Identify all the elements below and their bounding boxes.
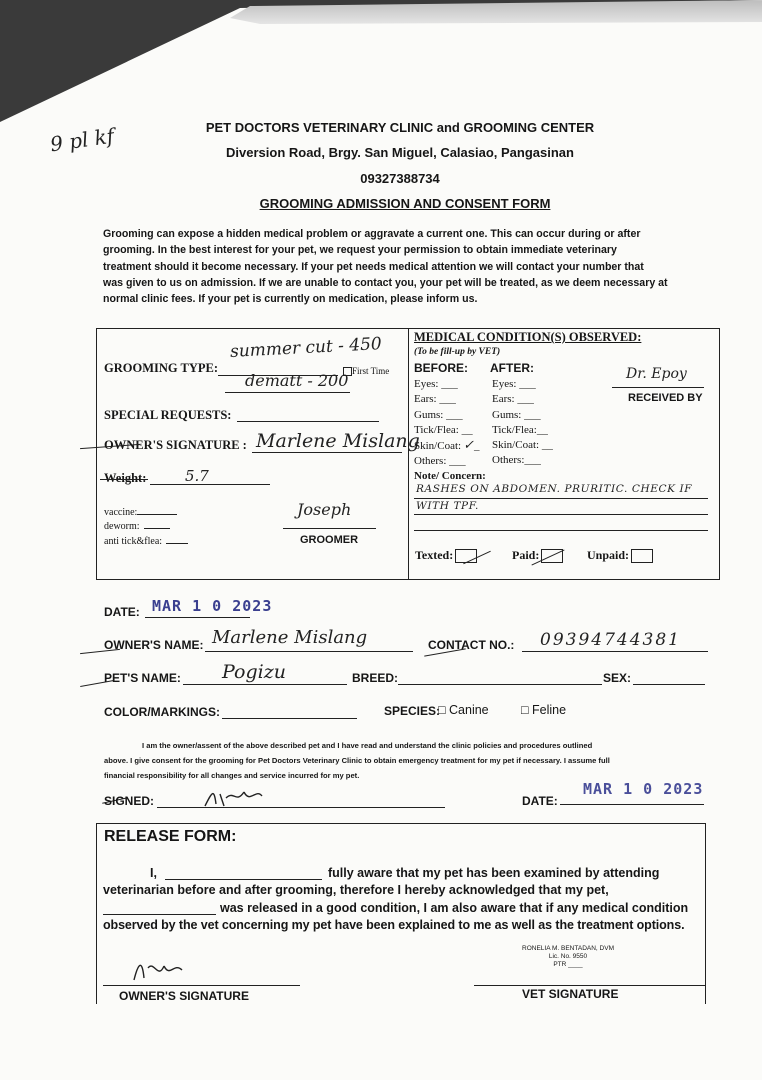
contact-value[interactable]: 09394744381: [540, 630, 681, 650]
weight-label: Weight:: [104, 471, 147, 485]
antitick-text: anti tick&flea:: [104, 536, 163, 547]
before-eyes[interactable]: Eyes: ___: [414, 378, 458, 390]
species-label: SPECIES:: [384, 704, 441, 718]
grooming-type-value-2[interactable]: dematt - 200: [245, 371, 349, 390]
release-line-1b: fully aware that my pet has been examined by attending: [328, 866, 660, 880]
condition-label: Gums:: [414, 408, 444, 421]
vet-stamp: [522, 945, 614, 969]
release-vet-sig-field[interactable]: [474, 985, 706, 986]
color-label: COLOR/MARKINGS:: [104, 705, 220, 719]
after-skincoat[interactable]: Skin/Coat: __: [492, 439, 553, 452]
groomer-label: GROOMER: [300, 534, 359, 546]
release-owner-sig-field[interactable]: [103, 985, 300, 986]
after-eyes[interactable]: Eyes: ___: [492, 378, 536, 390]
after-gums[interactable]: Gums: ___: [492, 408, 541, 421]
release-owner-sig-label: OWNER'S SIGNATURE: [119, 989, 249, 1003]
note-label: Note/ Concern:: [414, 470, 486, 482]
sex-field[interactable]: [633, 684, 705, 685]
breed-field[interactable]: [398, 684, 602, 685]
consent-paragraph: [104, 738, 714, 783]
groomer-value[interactable]: Joseph: [297, 500, 352, 519]
condition-label: Eyes:: [414, 378, 439, 390]
after-label: AFTER:: [490, 361, 534, 375]
after-ears[interactable]: Ears: ___: [492, 393, 534, 406]
release-line-1a: I,: [150, 866, 157, 880]
before-skincoat[interactable]: Skin/Coat: ✓_: [414, 438, 480, 454]
grooming-type-label: GROOMING TYPE:: [104, 361, 219, 375]
after-conditions: [492, 377, 553, 469]
consent-line: financial responsibility for all changes and service incurred for my pet.: [104, 771, 360, 780]
release-vet-sig-label: VET SIGNATURE: [522, 987, 619, 1001]
medical-subtitle: (To be fill-up by VET): [414, 347, 501, 357]
date-stamp: MAR 1 0 2023: [152, 597, 273, 615]
condition-label: Skin/Coat:: [414, 440, 462, 453]
contact-label: CONTACT NO.:: [428, 638, 515, 652]
condition-label: Ears:: [414, 393, 437, 406]
release-name-field[interactable]: [165, 879, 322, 880]
skin-coat-check: ✓: [463, 438, 474, 454]
signed-field[interactable]: [157, 807, 445, 808]
intro-line: normal clinic fees. If your pet is currently on medication, please inform us.: [103, 293, 478, 306]
unpaid-label: Unpaid:: [587, 548, 630, 562]
release-line-3: was released in a good condition, I am also aware that if any medical condition: [220, 901, 689, 915]
release-owner-signature-scribble: [128, 954, 188, 986]
condition-label: Others:: [492, 454, 525, 467]
note-line-1[interactable]: RASHES ON ABDOMEN. PRURITIC. CHECK IF: [416, 483, 693, 495]
first-time-label: First Time: [352, 366, 390, 376]
feline-checkbox[interactable]: □ Feline: [521, 703, 567, 717]
weight-value[interactable]: 5.7: [185, 467, 209, 485]
release-title: RELEASE FORM:: [104, 828, 237, 845]
before-conditions: [414, 377, 479, 470]
condition-label: Skin/Coat:: [492, 439, 540, 452]
condition-label: Ears:: [492, 393, 515, 406]
vaccine-text: vaccine:: [104, 507, 138, 518]
special-requests-field[interactable]: [237, 421, 379, 422]
deworm-text: deworm:: [104, 521, 140, 532]
consent-line: above. I give consent for the grooming for Pet Doctors Veterinary Clinic to obtain emergency treatment for my pet if necessary. I assume full: [104, 756, 610, 765]
condition-label: Tick/Flea:: [492, 423, 537, 436]
texted-label: Texted:: [415, 548, 454, 562]
after-tickflea[interactable]: Tick/Flea:__: [492, 423, 548, 436]
signed-date-stamp: MAR 1 0 2023: [583, 780, 704, 798]
canine-checkbox[interactable]: □ Canine: [438, 703, 489, 717]
note-line-2[interactable]: WITH TPF.: [416, 500, 479, 512]
clinic-phone: 09327388734: [360, 171, 440, 186]
vet-license: Lic. No. 9550: [548, 953, 588, 960]
before-gums[interactable]: Gums: ___: [414, 408, 463, 421]
form-title: GROOMING ADMISSION AND CONSENT FORM: [259, 196, 551, 211]
owner-name-value[interactable]: Marlene Mislang: [212, 627, 368, 648]
before-ears[interactable]: Ears: ___: [414, 393, 456, 406]
vet-name: RONELIA M. BENTADAN, DVM: [522, 945, 614, 952]
margin-note: 9 pl kf: [48, 123, 116, 157]
medical-title: MEDICAL CONDITION(S) OBSERVED:: [414, 330, 642, 344]
pet-name-label: PET'S NAME:: [104, 671, 181, 685]
clinic-name: PET DOCTORS VETERINARY CLINIC and GROOMING CENTER: [205, 120, 595, 135]
intro-line: grooming. In the best interest for your pet, we request your permission to obtain immediate veterinary: [103, 244, 617, 257]
antitick-label: [104, 534, 188, 549]
received-by-label: RECEIVED BY: [628, 392, 703, 404]
condition-label: Tick/Flea:: [414, 423, 459, 436]
intro-paragraph: [103, 226, 713, 307]
paid-label: Paid:: [512, 548, 540, 562]
special-requests-label: SPECIAL REQUESTS:: [104, 408, 232, 422]
intro-line: Grooming can expose a hidden medical problem or aggravate a current one. This can occur during or after: [103, 228, 641, 240]
intro-line: treatment should it become necessary. If your pet needs medical attention we will contact your number that: [103, 260, 644, 273]
grooming-type-value[interactable]: summer cut - 450: [229, 334, 383, 362]
release-line-2: veterinarian before and after grooming, therefore I hereby acknowledged that my pet,: [103, 883, 609, 897]
after-others[interactable]: Others:___: [492, 454, 541, 467]
release-pet-field[interactable]: [103, 914, 216, 915]
breed-label: BREED:: [352, 671, 399, 685]
release-line-4: observed by the vet concerning my pet have been explained to me as well as the treatment options.: [103, 918, 685, 932]
sex-label: SEX:: [603, 671, 632, 685]
owner-signature-value[interactable]: Marlene Mislang: [256, 430, 420, 452]
color-field[interactable]: [222, 718, 357, 719]
before-others[interactable]: Others: ___: [414, 455, 466, 468]
condition-label: Eyes:: [492, 378, 517, 390]
condition-label: Others:: [414, 455, 447, 468]
vet-ptr: PTR ____: [553, 961, 583, 968]
deworm-label: [104, 519, 170, 534]
consent-line: I am the owner/assent of the above described pet and I have read and understand the clinic policies and procedures outlined: [142, 741, 593, 750]
owner-name-label: OWNER'S NAME:: [104, 638, 204, 652]
box-divider: [408, 328, 409, 580]
before-label: BEFORE:: [414, 361, 468, 375]
clinic-address: Diversion Road, Brgy. San Miguel, Calasiao, Pangasinan: [226, 145, 574, 160]
pet-name-value[interactable]: Pogizu: [222, 661, 286, 683]
unpaid-checkbox[interactable]: [587, 548, 653, 563]
date-label: DATE:: [104, 605, 140, 619]
received-by-value[interactable]: Dr. Epoy: [626, 366, 687, 382]
before-tickflea[interactable]: Tick/Flea: __: [414, 423, 473, 436]
intro-line: was given to us on admission. If we are unable to contact you, your pet will be treated, as we deem necessary at: [103, 276, 668, 289]
vaccine-label: [104, 505, 177, 520]
signed-date-label: DATE:: [522, 794, 558, 808]
owner-signature-label: OWNER'S SIGNATURE :: [104, 438, 247, 452]
signed-label: SIGNED:: [104, 794, 155, 808]
first-time-checkbox[interactable]: [343, 366, 389, 376]
condition-label: Gums:: [492, 408, 522, 421]
